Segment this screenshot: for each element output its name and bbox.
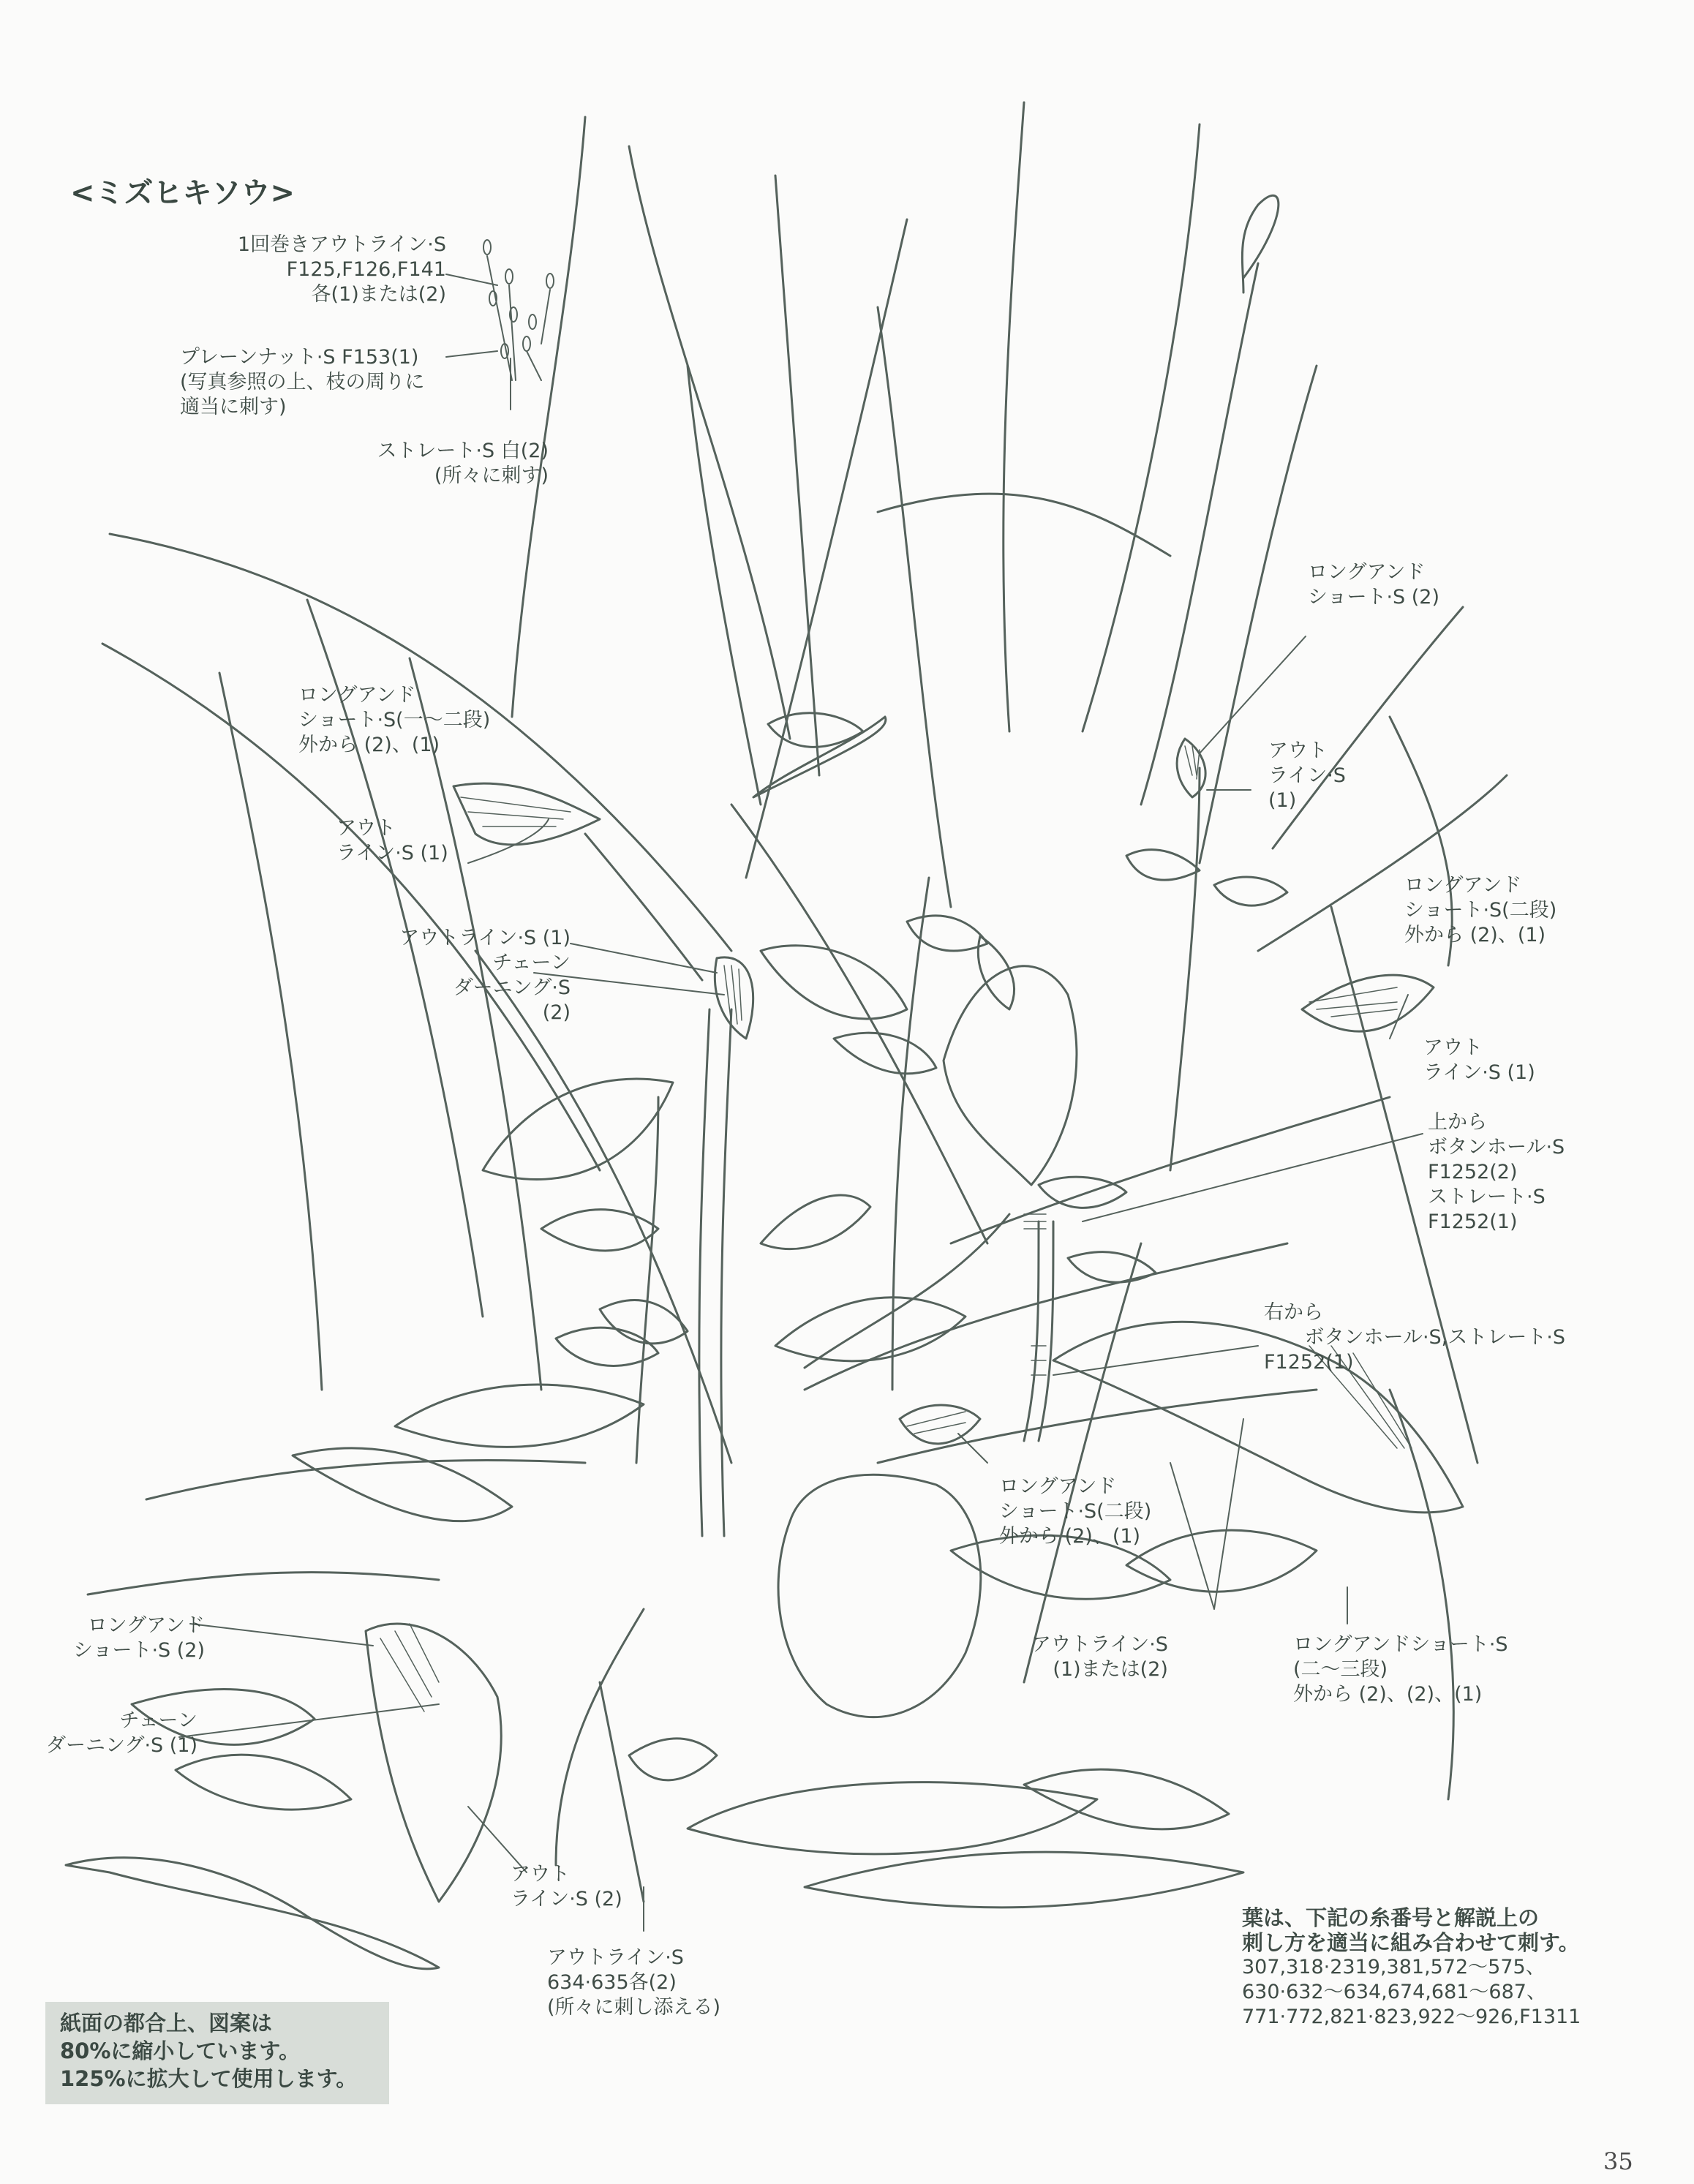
label-french-knot: プレーンナット·S F153(1) (写真参照の上、枝の周りに 適当に刺す) bbox=[180, 346, 425, 418]
label-outline-chain-darning-center: アウトライン·S (1) チェーン ダーニング·S (2) bbox=[399, 927, 571, 1024]
note-line-2: 630·632〜634,674,681〜687、 bbox=[1242, 1981, 1546, 2003]
label-outline-bottom-center: アウトライン·S (1)または(2) bbox=[1031, 1633, 1168, 1681]
label-long-short-right-leaf: ロングアンド ショート·S(二段) 外から (2)、(1) bbox=[1404, 874, 1557, 946]
label-long-short-center-heart: ロングアンド ショート·S(二段) 外から (2)、(1) bbox=[999, 1475, 1152, 1548]
page-number: 35 bbox=[1603, 2147, 1633, 2175]
label-outline-bottom-left-stem: アウト ライン·S (2) bbox=[511, 1863, 622, 1910]
note-heading-1: 葉は、下記の糸番号と解説上の bbox=[1242, 1905, 1540, 1930]
label-long-short-top-right: ロングアンド ショート·S (2) bbox=[1308, 561, 1440, 609]
label-buttonhole-from-right: 右から ボタンホール·S,ストレート·S F1252(1) bbox=[1264, 1301, 1565, 1374]
label-long-short-left-leaf: ロングアンド ショート·S(一〜二段) 外から (2)、(1) bbox=[298, 684, 491, 756]
label-long-short-bottom-right: ロングアンドショート·S (二〜三段) 外から (2)、(2)、(1) bbox=[1293, 1633, 1508, 1706]
label-straight-stitch-white: ストレート·S 白(2) (所々に刺す) bbox=[377, 440, 549, 487]
seed-buds bbox=[483, 240, 554, 380]
thread-numbers-note bbox=[1242, 1905, 1581, 2030]
label-outline-top-right: アウト ライン·S (1) bbox=[1268, 739, 1346, 812]
note-line-3: 771·772,821·823,922〜926,F1311 bbox=[1242, 2006, 1581, 2028]
label-long-short-bottom-left: ロングアンド ショート·S (2) bbox=[72, 1614, 205, 1662]
note-heading-2: 刺し方を適当に組み合わせて刺す。 bbox=[1242, 1930, 1580, 1955]
label-buttonhole-from-top: 上から ボタンホール·S F1252(2) ストレート·S F1252(1) bbox=[1428, 1111, 1565, 1233]
label-outline-stitch-seeds: 1回巻きアウトライン·S F125,F126,F141 各(1)または(2) bbox=[237, 233, 446, 306]
label-outline-bottom-stem: アウトライン·S 634·635各(2) (所々に刺し添える) bbox=[547, 1946, 721, 2019]
note-line-1: 307,318·2319,381,572〜575、 bbox=[1242, 1956, 1546, 1978]
page-title: <ミズヒキソウ> bbox=[70, 176, 295, 210]
scale-notice-box: 紙面の都合上、図案は 80%に縮小しています。 125%に拡大して使用します。 bbox=[45, 2002, 389, 2104]
label-chain-darning-bottom-left: チェーン ダーニング·S (1) bbox=[45, 1709, 197, 1757]
label-outline-right-leaf: アウト ライン·S (1) bbox=[1423, 1036, 1535, 1084]
label-outline-left-leaf: アウト ライン·S (1) bbox=[336, 817, 448, 865]
